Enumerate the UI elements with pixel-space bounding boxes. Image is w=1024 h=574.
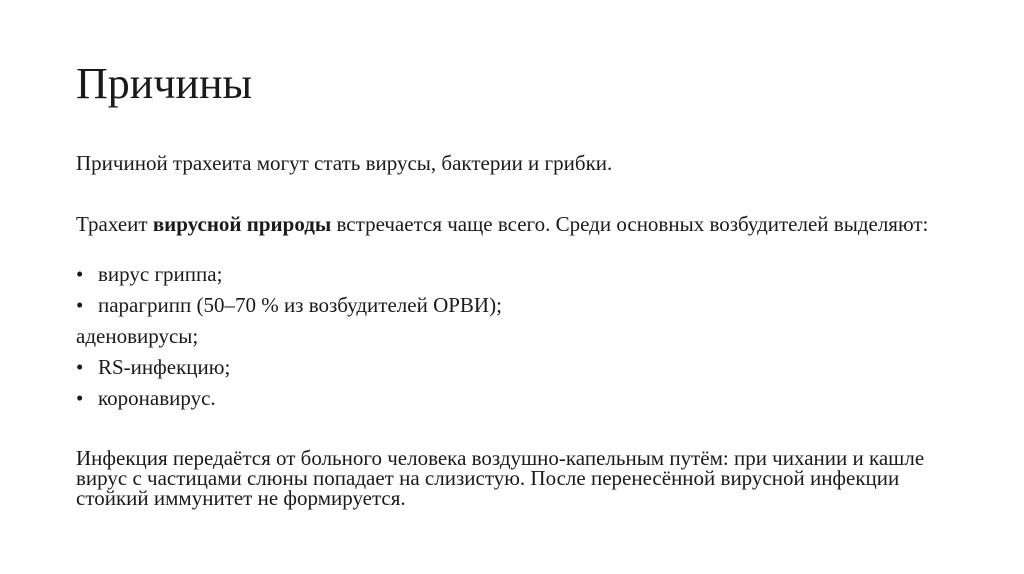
list-item [76, 355, 230, 379]
bullet-icon: • [76, 293, 84, 317]
list-item [76, 293, 502, 317]
slide-title: Причины [76, 59, 253, 108]
list-item-text: парагрипп (50–70 % из возбудителей ОРВИ); [98, 293, 502, 317]
viral-paragraph [76, 214, 956, 234]
viral-text-end: встречается чаще всего. Среди основных возбудителей выделяют: [331, 212, 929, 236]
bullet-icon: • [76, 386, 84, 410]
list-item-text: коронавирус. [98, 386, 216, 410]
intro-paragraph: Причиной трахеита могут стать вирусы, бактерии и грибки. [76, 151, 613, 175]
list-item [76, 324, 198, 348]
list-item [76, 262, 222, 286]
list-item-text: аденовирусы; [76, 324, 199, 348]
bullet-icon: • [76, 355, 84, 379]
list-item-text: вирус гриппа; [98, 262, 223, 286]
list-item [76, 386, 216, 410]
viral-bold-text: вирусной природы [152, 212, 332, 236]
transmission-paragraph: Инфекция передаётся от больного человека воздушно-капельным путём: при чихании и кашле вирус с частицами слюны попадает на слизистую. После перенесённой вирусной инфекции стойкий иммунитет не формируется. [76, 446, 925, 510]
bullet-icon: • [76, 262, 84, 286]
list-item-text: RS-инфекцию; [98, 355, 231, 379]
viral-text-start: Трахеит [76, 212, 153, 236]
